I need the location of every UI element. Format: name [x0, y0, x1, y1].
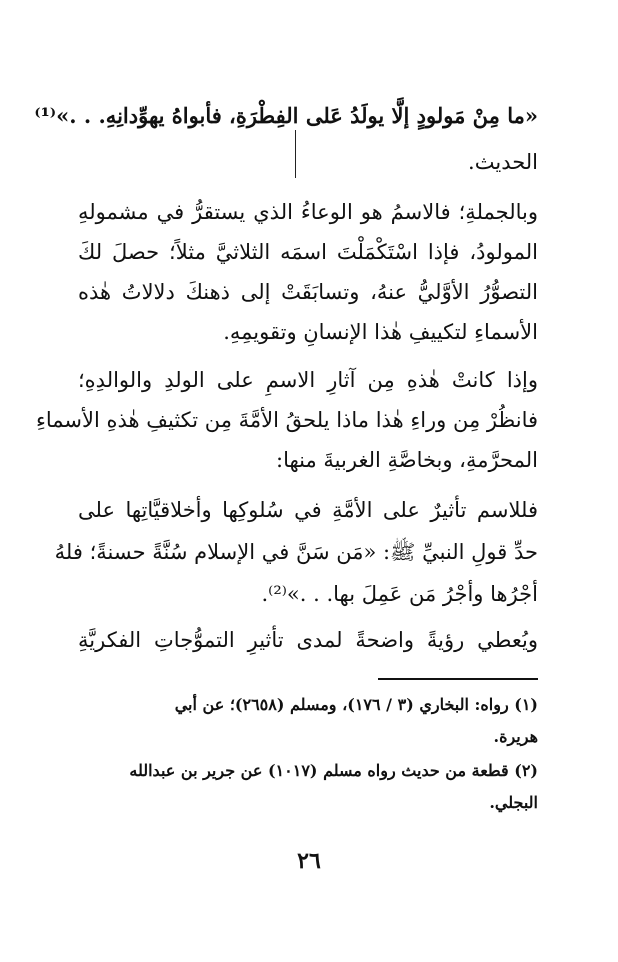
text-line-9: المحرَّمةِ، وبخاصَّةِ الغربيةَ منها:	[276, 448, 538, 472]
text-line-4: المولودُ، فإذا اسْتَكْمَلْتَ اسمَه الثلاثيَّ مثلاً؛ حصلَ لكَ	[78, 240, 538, 264]
text-line-1: «ما مِنْ مَولودٍ إلَّا يولَدُ عَلى الفِطْرَةِ، فأبواهُ يهوِّدانِهِ. . .»⁽¹⁾	[34, 103, 538, 128]
vertical-mark	[295, 130, 296, 178]
text-line-6: الأسماءِ لتكييفِ هٰذا الإنسانِ وتقويمِهِ.	[223, 320, 538, 344]
footnote-2-line-2: البجلي.	[489, 793, 538, 812]
footnote-separator	[378, 678, 538, 680]
text-line-5: التصوُّرُ الأوَّليُّ عنهُ، وتسابَقَتْ إلى ذهنكَ دلالاتُ هٰذه	[78, 280, 538, 304]
text-line-13: ويُعطي رؤيةً واضحةً لمدى تأثيرِ التموُّجاتِ الفكريَّةِ	[78, 628, 538, 652]
text-line-10: فللاسم تأثيرٌ على الأمَّةِ في سُلوكِها وأخلاقيَّاتِها على	[78, 498, 538, 522]
text-line-12: أجْرُها وأجْرُ مَن عَمِلَ بها. . .»⁽²⁾.	[261, 582, 538, 606]
footnote-1-line-2: هريرة.	[493, 727, 538, 746]
text-line-3: وبالجملةِ؛ فالاسمُ هو الوعاءُ الذي يستقرُّ في مشمولهِ	[78, 200, 538, 224]
footnote-2-line-1: (٢) قطعة من حديث رواه مسلم (١٠١٧) عن جرير بن عبدالله	[129, 761, 538, 780]
page-number: ٢٦	[297, 848, 321, 874]
text-line-8: فانظُرْ مِن وراءِ هٰذا ماذا يلحقُ الأمَّةَ مِن تكثيفِ هٰذهِ الأسماءِ	[35, 408, 538, 432]
footnote-1-line-1: (١) رواه: البخاري (٣ / ١٧٦)، ومسلم (٢٦٥٨)؛ عن أبي	[174, 695, 538, 714]
text-line-2: الحديث.	[468, 150, 538, 174]
text-line-7: وإذا كانتْ هٰذهِ مِن آثارِ الاسمِ على الولدِ والوالدِهِ؛	[78, 368, 538, 392]
text-line-11: حدِّ قولِ النبيِّ ﷺ: «مَن سَنَّ في الإسلام سُنَّةً حسنةً؛ فلهُ	[54, 540, 538, 564]
